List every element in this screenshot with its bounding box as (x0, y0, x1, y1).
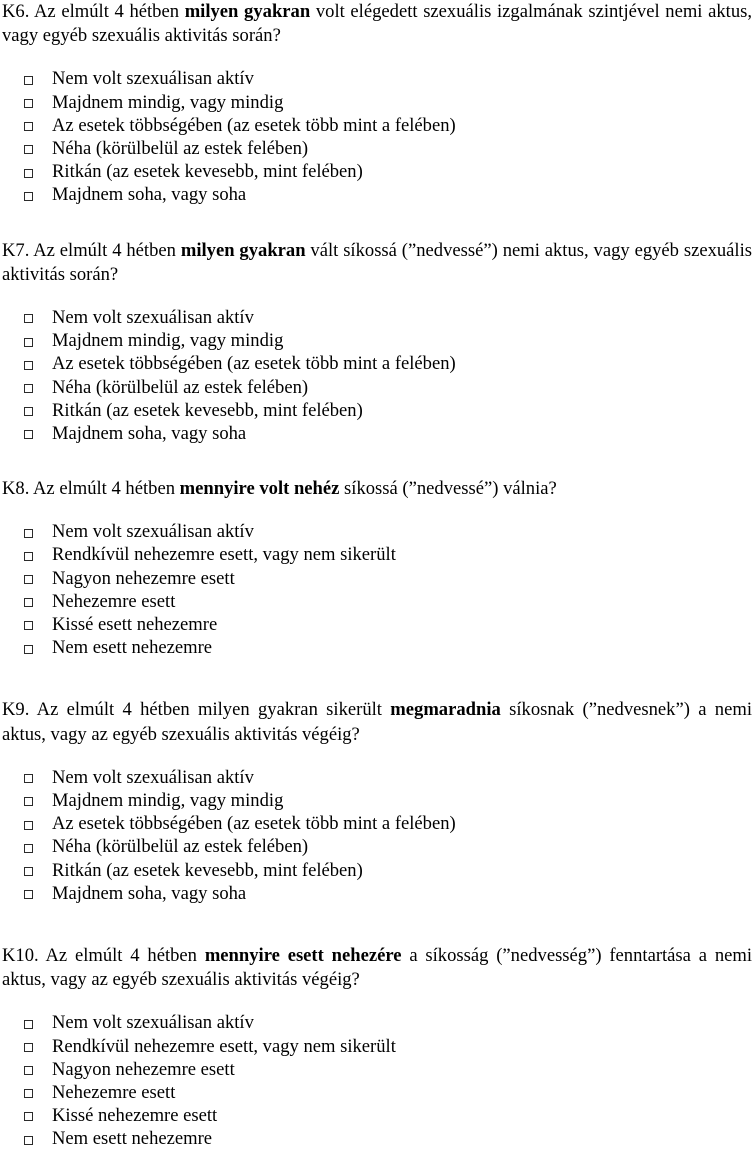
question-emphasis: milyen gyakran (180, 239, 306, 261)
question-text-tail: síkossá (”nedvessé”) válnia? (339, 478, 557, 500)
option-row[interactable] (2, 1081, 752, 1104)
question-text-lead: K10. Az elmúlt 4 hétben (2, 944, 205, 966)
question-text-k8 (2, 477, 752, 501)
option-label: Nem volt szexuálisan aktív (52, 521, 254, 543)
option-label: Nagyon nehezemre esett (52, 567, 235, 589)
question-text-tail: vált síkossá (”nedvessé”) nemi aktus, vagy egyéb szexuális aktivitás során? (2, 239, 753, 285)
option-row[interactable] (2, 543, 752, 566)
option-row[interactable] (2, 91, 752, 114)
option-row[interactable] (2, 1035, 752, 1058)
checkbox-icon[interactable] (24, 192, 33, 201)
question-text-tail: síkosnak (”nedvesnek”) a nemi aktus, vagy az egyéb szexuális aktivitás végéig? (2, 699, 752, 745)
option-row[interactable] (2, 812, 752, 835)
option-row[interactable] (2, 1127, 752, 1150)
option-label: Majdnem soha, vagy soha (52, 882, 247, 904)
checkbox-icon[interactable] (24, 645, 33, 654)
option-label: Majdnem mindig, vagy mindig (52, 91, 284, 113)
option-list (2, 520, 752, 659)
checkbox-icon[interactable] (24, 774, 33, 783)
checkbox-icon[interactable] (24, 890, 33, 899)
checkbox-icon[interactable] (24, 338, 33, 347)
option-list (2, 67, 752, 206)
option-list (2, 306, 752, 445)
option-row[interactable] (2, 1011, 752, 1034)
checkbox-icon[interactable] (24, 821, 33, 830)
option-label: Nem volt szexuálisan aktív (52, 306, 254, 328)
option-row[interactable] (2, 352, 752, 375)
option-label: Nem esett nehezemre (52, 637, 213, 659)
option-label: Majdnem soha, vagy soha (52, 422, 247, 444)
option-row[interactable] (2, 835, 752, 858)
option-row[interactable] (2, 859, 752, 882)
option-row[interactable] (2, 114, 752, 137)
checkbox-icon[interactable] (24, 1020, 33, 1029)
checkbox-icon[interactable] (24, 1112, 33, 1121)
option-row[interactable] (2, 789, 752, 812)
spacer (2, 992, 752, 1011)
option-label: Néha (körülbelül az estek felében) (52, 836, 309, 858)
question-block (2, 239, 752, 478)
checkbox-icon[interactable] (24, 384, 33, 393)
question-emphasis: megmaradnia (390, 699, 501, 721)
checkbox-icon[interactable] (24, 76, 33, 85)
checkbox-icon[interactable] (24, 797, 33, 806)
question-block (2, 944, 752, 1150)
checkbox-icon[interactable] (24, 1066, 33, 1075)
option-row[interactable] (2, 1058, 752, 1081)
question-text-lead: K9. Az elmúlt 4 hétben milyen gyakran sikerült (2, 699, 391, 721)
option-label: Nehezemre esett (52, 1081, 176, 1103)
option-row[interactable] (2, 399, 752, 422)
checkbox-icon[interactable] (24, 529, 33, 538)
spacer (2, 48, 752, 67)
spacer (2, 659, 752, 698)
option-list (2, 1011, 752, 1150)
question-text-k9 (2, 698, 752, 746)
option-row[interactable] (2, 613, 752, 636)
checkbox-icon[interactable] (24, 598, 33, 607)
spacer (2, 287, 752, 306)
option-row[interactable] (2, 160, 752, 183)
spacer (2, 501, 752, 520)
checkbox-icon[interactable] (24, 99, 33, 108)
option-label: Néha (körülbelül az estek felében) (52, 376, 309, 398)
question-text-tail: volt elégedett szexuális izgalmának szintjével nemi aktus, vagy egyéb szexuális aktivitás során? (2, 1, 753, 47)
checkbox-icon[interactable] (24, 844, 33, 853)
option-row[interactable] (2, 376, 752, 399)
option-label: Rendkívül nehezemre esett, vagy nem sikerült (52, 544, 396, 566)
option-label: Rendkívül nehezemre esett, vagy nem sikerült (52, 1035, 396, 1057)
checkbox-icon[interactable] (24, 314, 33, 323)
option-row[interactable] (2, 67, 752, 90)
option-row[interactable] (2, 1104, 752, 1127)
question-emphasis: milyen gyakran (184, 1, 311, 22)
option-label: Nagyon nehezemre esett (52, 1058, 235, 1080)
question-text-lead: K7. Az elmúlt 4 hétben (2, 239, 181, 261)
question-text-lead: K8. Az elmúlt 4 hétben (2, 478, 180, 500)
option-row[interactable] (2, 520, 752, 543)
question-block (2, 477, 752, 698)
question-text-k6 (2, 0, 752, 48)
option-row[interactable] (2, 590, 752, 613)
option-row[interactable] (2, 183, 752, 206)
spacer (2, 207, 752, 239)
checkbox-icon[interactable] (24, 145, 33, 154)
option-label: Néha (körülbelül az estek felében) (52, 137, 309, 159)
option-label: Ritkán (az esetek kevesebb, mint felében) (52, 161, 363, 183)
option-list (2, 766, 752, 905)
question-text-k10 (2, 944, 752, 992)
option-label: Nem volt szexuálisan aktív (52, 68, 254, 90)
checkbox-icon[interactable] (24, 122, 33, 131)
question-emphasis: mennyire volt nehéz (179, 478, 340, 500)
checkbox-icon[interactable] (24, 430, 33, 439)
option-label: Nem volt szexuálisan aktív (52, 1012, 254, 1034)
checkbox-icon[interactable] (24, 169, 33, 178)
option-label: Kissé nehezemre esett (52, 1105, 218, 1127)
option-row[interactable] (2, 422, 752, 445)
option-label: Ritkán (az esetek kevesebb, mint felében) (52, 399, 363, 421)
spacer (2, 747, 752, 766)
option-label: Nem volt szexuálisan aktív (52, 766, 254, 788)
spacer (2, 445, 752, 477)
option-label: Az esetek többségében (az esetek több mint a felében) (52, 114, 456, 136)
checkbox-icon[interactable] (24, 575, 33, 584)
option-label: Majdnem soha, vagy soha (52, 184, 247, 206)
option-label: Kissé esett nehezemre (52, 614, 218, 636)
option-label: Az esetek többségében (az esetek több mint a felében) (52, 813, 456, 835)
checkbox-icon[interactable] (24, 1043, 33, 1052)
checkbox-icon[interactable] (24, 361, 33, 370)
option-label: Nem esett nehezemre (52, 1128, 213, 1150)
checkbox-icon[interactable] (24, 1136, 33, 1145)
option-label: Majdnem mindig, vagy mindig (52, 330, 284, 352)
option-label: Majdnem mindig, vagy mindig (52, 789, 284, 811)
option-row[interactable] (2, 329, 752, 352)
option-row[interactable] (2, 636, 752, 659)
question-text-lead: K6. Az elmúlt 4 hétben (2, 1, 185, 22)
option-label: Az esetek többségében (az esetek több mint a felében) (52, 353, 456, 375)
option-row[interactable] (2, 766, 752, 789)
spacer (2, 905, 752, 944)
question-text-k7 (2, 239, 752, 287)
checkbox-icon[interactable] (24, 621, 33, 630)
question-emphasis: mennyire esett nehezére (204, 944, 402, 966)
option-row[interactable] (2, 882, 752, 905)
option-label: Nehezemre esett (52, 590, 176, 612)
option-label: Ritkán (az esetek kevesebb, mint felében) (52, 859, 363, 881)
checkbox-icon[interactable] (24, 407, 33, 416)
questions-container (2, 0, 752, 1150)
checkbox-icon[interactable] (24, 552, 33, 561)
question-block (2, 698, 752, 944)
option-row[interactable] (2, 306, 752, 329)
checkbox-icon[interactable] (24, 1089, 33, 1098)
option-row[interactable] (2, 567, 752, 590)
checkbox-icon[interactable] (24, 867, 33, 876)
question-text-tail: a síkosság (”nedvesség”) fenntartása a nemi aktus, vagy az egyéb szexuális aktivitás végéig? (2, 944, 752, 991)
option-row[interactable] (2, 137, 752, 160)
question-block (2, 0, 752, 239)
